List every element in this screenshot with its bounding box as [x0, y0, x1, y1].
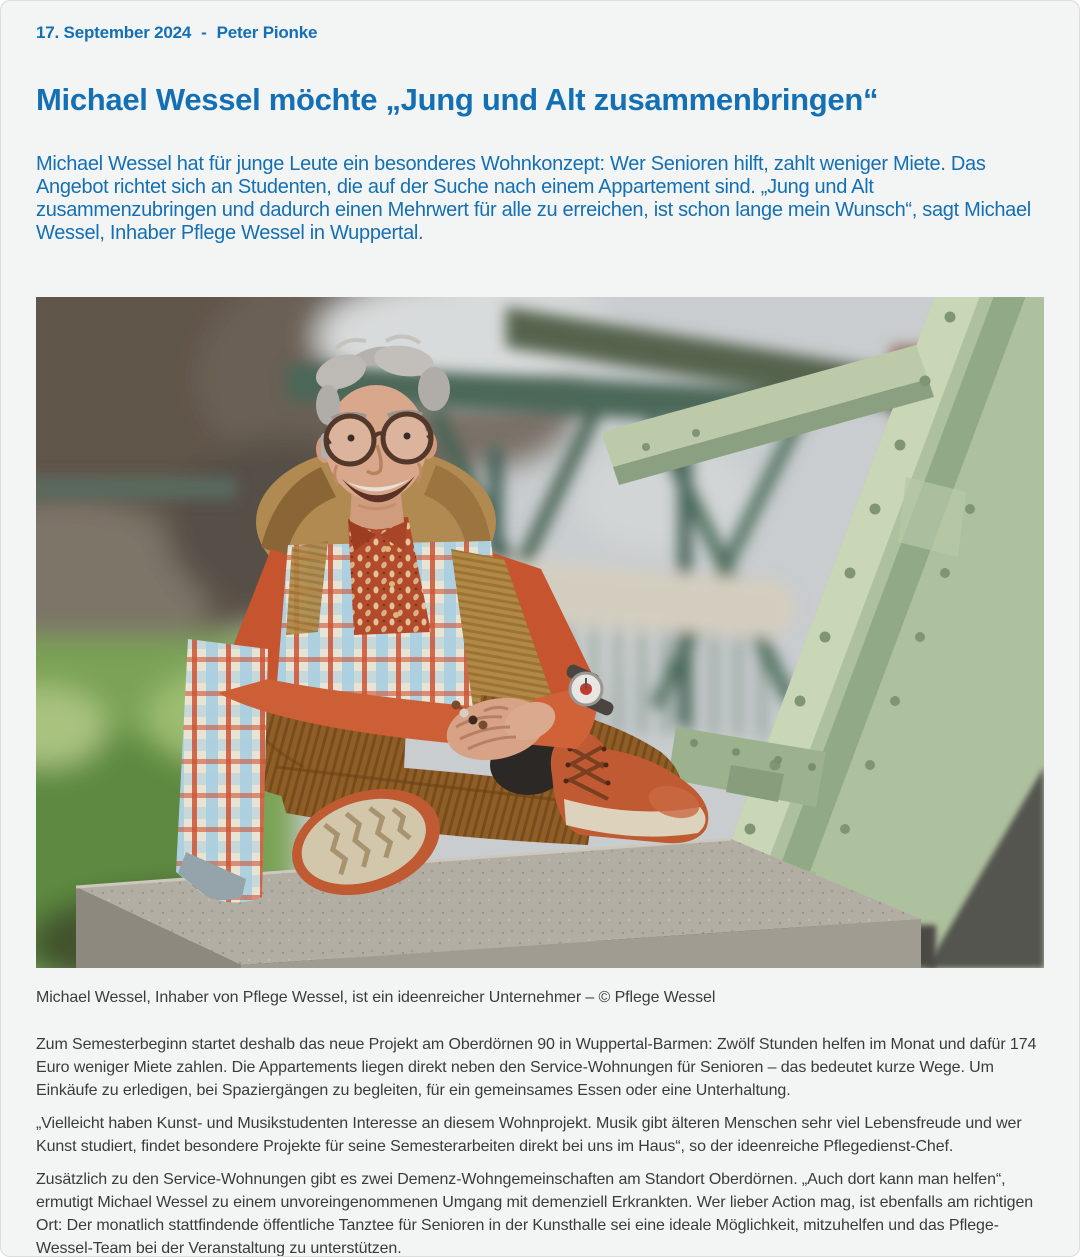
- article-content: [36, 1, 1044, 1257]
- article-date: 17. September 2024: [36, 23, 192, 42]
- article-author: Peter Pionke: [216, 23, 318, 42]
- meta-separator: -: [201, 23, 207, 42]
- article-lead: Michael Wessel hat für junge Leute ein besonderes Wohnkonzept: Wer Senioren hilft, zahlt weniger Miete. Das Angebot richtet sich an Studenten, die auf der Suche nach einem Appartement sind. „Jung und Alt zusammenzubringen und dadurch einen Mehrwert für alle zu erreichen, ist schon lange mein Wunsch“, sagt Michael Wessel, Inhaber Pflege Wessel in Wuppertal.: [36, 153, 1031, 244]
- article-meta: [36, 23, 1044, 43]
- article-paragraph-1: Zum Semesterbeginn startet deshalb das neue Projekt am Oberdörnen 90 in Wuppertal-Barmen: Zwölf Stunden helfen im Monat und dafür 174 Euro weniger Miete zahlen. Die Appartements liegen direkt neben den Service-Wohnungen für Senioren – das bedeutet kurze Wege. Um Einkäufe zu erledigen, bei Spaziergängen zu begleiten, für ein gemeinsames Essen oder eine Unterhaltung.: [36, 1036, 1037, 1099]
- article-paragraph-3: Zusätzlich zu den Service-Wohnungen gibt es zwei Demenz-Wohngemeinschaften am Standort Oberdörnen. „Auch dort kann man helfen“, ermutigt Michael Wessel zu einem unvoreingenommenen Umgang mit demenziell Erkrankten. Wer lieber Action mag, ist ebenfalls am richtigen Ort: Der monatlich stattfindende öffentliche Tanztee für Senioren in der Kunsthalle sei eine ideale Möglichkeit, mitzuhelfen und das Pflege-Wessel-Team bei der Veranstaltung zu unterstützen.: [36, 1171, 1034, 1257]
- article-paragraph-2: „Vielleicht haben Kunst- und Musikstudenten Interesse an diesem Wohnprojekt. Musik gibt älteren Menschen sehr viel Lebensfreude und wer Kunst studiert, findet besondere Projekte für seine Semesterarbeiten direkt bei uns im Haus“, so der ideenreiche Pflegedienst-Chef.: [36, 1115, 1022, 1155]
- photo-caption: Michael Wessel, Inhaber von Pflege Wessel, ist ein ideenreicher Unternehmer – © Pflege Wessel: [36, 989, 716, 1006]
- article-photo: [36, 297, 1044, 968]
- article-headline: Michael Wessel möchte „Jung und Alt zusammenbringen“: [36, 82, 879, 117]
